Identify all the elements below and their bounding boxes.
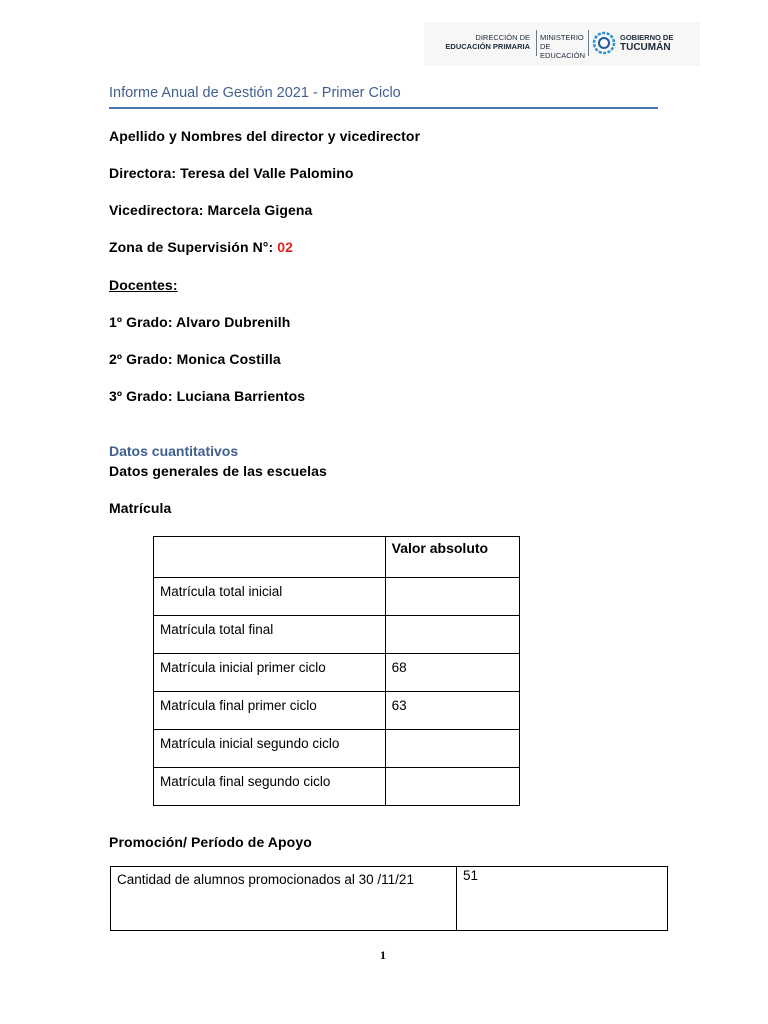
section-heading: Datos cuantitativos: [109, 443, 239, 459]
direccion-logo-line1: DIRECCIÓN DE: [475, 33, 530, 42]
table-header-row: [154, 537, 520, 578]
zona-label: Zona de Supervisión N°:: [109, 239, 278, 255]
table-cell-label: Matrícula final primer ciclo: [154, 692, 386, 730]
grado3-line: 3º Grado: Luciana Barrientos: [109, 388, 306, 404]
vicedirectora-line: Vicedirectora: Marcela Gigena: [109, 202, 313, 218]
matricula-table: [153, 536, 520, 806]
table-cell-label: Matrícula total inicial: [154, 578, 386, 616]
table-cell-label: Matrícula inicial primer ciclo: [154, 654, 386, 692]
docentes-label: Docentes:: [109, 277, 178, 293]
directors-heading: Apellido y Nombres del director y vicedirector: [109, 128, 421, 144]
table-cell-label: Matrícula final segundo ciclo: [154, 768, 386, 806]
title-underline-rule: [109, 107, 658, 109]
zona-supervision-line: [109, 239, 293, 255]
logo-divider: [588, 30, 589, 56]
table-row: [154, 578, 520, 616]
ministerio-logo-line1: MINISTERIO DE: [540, 33, 584, 51]
grado2-line: 2º Grado: Monica Costilla: [109, 351, 281, 367]
table-cell-label: Matrícula inicial segundo ciclo: [154, 730, 386, 768]
table-row: [154, 654, 520, 692]
table-cell-value: [385, 768, 519, 806]
gobierno-logo: [620, 33, 680, 53]
table-cell-value: [385, 616, 519, 654]
document-title: Informe Anual de Gestión 2021 - Primer Ciclo: [109, 85, 401, 101]
promocion-table: [110, 866, 668, 931]
table-cell-value: 68: [385, 654, 519, 692]
subsection-heading: Datos generales de las escuelas: [109, 463, 327, 479]
direccion-logo-line2: EDUCACIÓN PRIMARIA: [445, 42, 530, 51]
table-row: [111, 867, 668, 931]
table-row: [154, 616, 520, 654]
table-row: [154, 730, 520, 768]
gobierno-emblem-icon: [592, 28, 616, 58]
promocion-heading: Promoción/ Período de Apoyo: [109, 834, 312, 850]
gobierno-logo-line1: GOBIERNO DE: [620, 33, 674, 42]
logo-divider: [536, 30, 537, 56]
directora-line: Directora: Teresa del Valle Palomino: [109, 165, 354, 181]
direccion-logo: [432, 33, 530, 51]
grado1-line: 1º Grado: Alvaro Dubrenilh: [109, 314, 291, 330]
table-row: [154, 768, 520, 806]
table-cell-value: [385, 730, 519, 768]
header-logo-strip: [424, 22, 700, 66]
gobierno-logo-line2: TUCUMÁN: [620, 42, 671, 53]
table-cell-value: 63: [385, 692, 519, 730]
table-cell-label: Matrícula total final: [154, 616, 386, 654]
table-cell-value: 51: [457, 867, 668, 931]
table-header-cell: [154, 537, 386, 578]
page-number: 1: [380, 948, 386, 962]
table-header-cell: Valor absoluto: [385, 537, 519, 578]
table-cell-value: [385, 578, 519, 616]
matricula-heading: Matrícula: [109, 500, 172, 516]
ministerio-logo: [540, 33, 584, 60]
table-row: [154, 692, 520, 730]
table-cell-label: Cantidad de alumnos promocionados al 30 /11/21: [111, 867, 457, 931]
zona-value: 02: [277, 239, 294, 255]
ministerio-logo-line2: EDUCACIÓN: [540, 51, 586, 60]
